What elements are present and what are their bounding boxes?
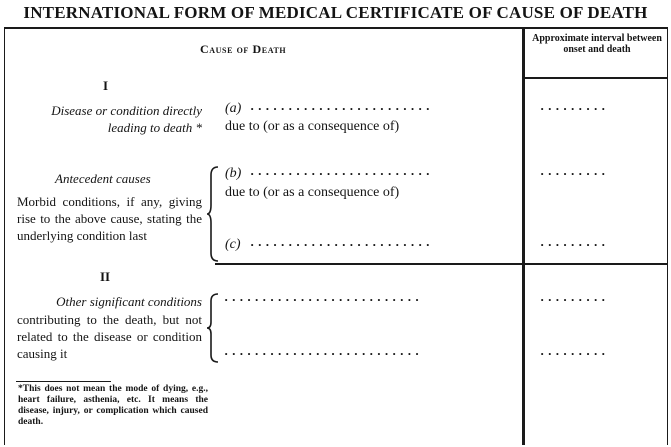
other-conditions-heading: Other significant conditions bbox=[56, 294, 202, 309]
right-border bbox=[667, 27, 668, 445]
line-c-label: (c) bbox=[225, 237, 241, 252]
interval-header: Approximate interval between onset and death bbox=[532, 33, 662, 55]
other-line-2-entry[interactable]: ·························· bbox=[224, 346, 423, 361]
section-divider bbox=[215, 263, 668, 265]
line-a-due-to: due to (or as a consequence of) bbox=[225, 119, 400, 134]
antecedent-causes-heading: Antecedent causes bbox=[55, 171, 151, 186]
interval-other-1-entry[interactable]: ········· bbox=[540, 292, 609, 307]
line-a-label: (a) bbox=[225, 101, 242, 116]
interval-other-2-entry[interactable]: ········· bbox=[540, 346, 609, 361]
line-b-entry[interactable]: ························ bbox=[250, 166, 434, 181]
other-line-1-entry[interactable]: ·························· bbox=[224, 292, 423, 307]
footnote: *This does not mean the mode of dying, e.g., heart failure, asthenia, etc. It means the disease, injury, or complication which caused death. bbox=[18, 384, 208, 427]
other-conditions-text: contributing to the death, but not related to the disease or condition causing it bbox=[17, 312, 202, 361]
antecedent-brace bbox=[206, 165, 220, 263]
interval-a-entry[interactable]: ········· bbox=[540, 101, 609, 116]
antecedent-causes-text: Morbid conditions, if any, giving rise to the above cause, stating the underlying condition last bbox=[17, 194, 202, 243]
top-border bbox=[4, 27, 668, 29]
column-divider bbox=[522, 27, 525, 445]
form-title: INTERNATIONAL FORM OF MEDICAL CERTIFICATE OF CAUSE OF DEATH bbox=[23, 3, 648, 22]
cause-of-death-header: Cause of Death bbox=[200, 42, 287, 56]
other-conditions-brace bbox=[206, 292, 220, 364]
part-two-numeral: II bbox=[100, 269, 111, 284]
direct-cause-label: Disease or condition directly leading to death * bbox=[51, 103, 202, 135]
left-border bbox=[4, 27, 5, 445]
part-one-numeral: I bbox=[103, 78, 109, 93]
interval-header-underline bbox=[522, 77, 668, 79]
line-c-entry[interactable]: ························ bbox=[250, 237, 434, 252]
line-b-label: (b) bbox=[225, 166, 242, 181]
footnote-rule bbox=[16, 381, 111, 382]
line-a-entry[interactable]: ························ bbox=[250, 101, 434, 116]
interval-b-entry[interactable]: ········· bbox=[540, 166, 609, 181]
interval-c-entry[interactable]: ········· bbox=[540, 237, 609, 252]
line-b-due-to: due to (or as a consequence of) bbox=[225, 185, 400, 200]
